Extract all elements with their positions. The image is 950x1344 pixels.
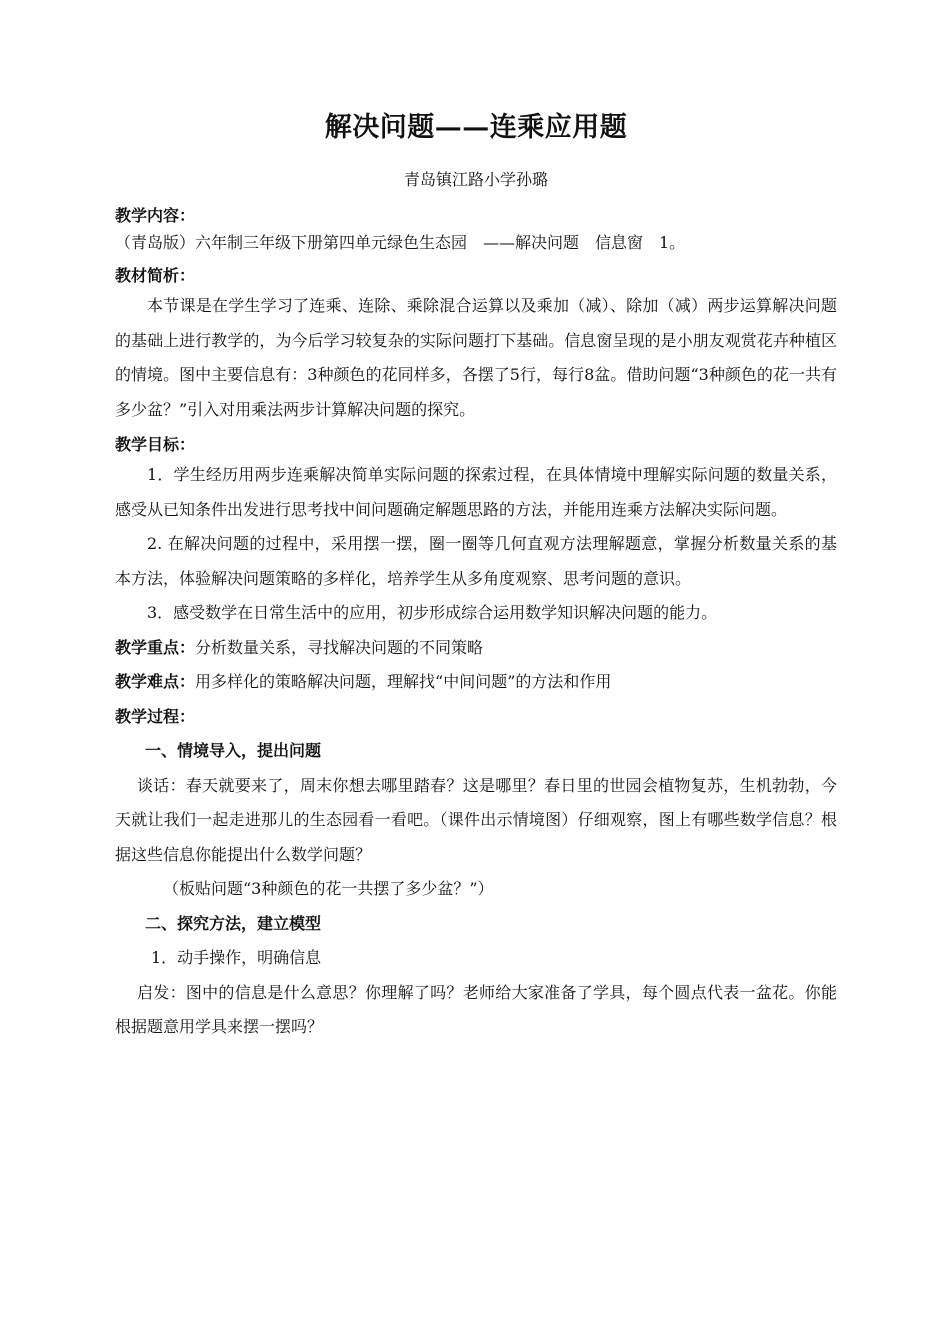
teaching-difficult-point (115, 665, 837, 700)
goal-item-2: 2. 在解决问题的过程中，采用摆一摆，圈一圈等几何直观方法理解题意，掌握分析数量关系的基本方法，体验解决问题策略的多样化，培养学生从多角度观察、思考问题的意识。 (115, 534, 837, 588)
textbook-analysis-text: 本节课是在学生学习了连乘、连除、乘除混合运算以及乘加（减）、除加（减）两步运算解决问题的基础上进行教学的，为今后学习较复杂的实际问题打下基础。信息窗呈现的是小朋友观赏花卉种植区的情境。图中主要信息有：3种颜色的花同样多，各摆了5行，每行8盆。借助问题“3种颜色的花一共有多少盆？”引入对用乘法两步计算解决问题的探究。 (115, 296, 837, 419)
teaching-difficult-label: 教学难点： (115, 672, 196, 691)
teaching-content-text: （青岛版）六年制三年级下册第四单元绿色生态园 ——解决问题 信息窗 1。 (115, 233, 686, 252)
goal-item-1: 1．学生经历用两步连乘解决简单实际问题的探索过程，在具体情境中理解实际问题的数量关系，感受从已知条件出发进行思考找中间问题确定解题思路的方法，并能用连乘方法解决实际问题。 (115, 465, 837, 519)
section-2-prompt: 启发：图中的信息是什么意思？你理解了吗？老师给大家准备了学具，每个圆点代表一盆花。你能根据题意用学具来摆一摆吗？ (115, 982, 837, 1036)
document-body (115, 108, 837, 1045)
document-author: 青岛镇江路小学孙璐 (403, 170, 548, 189)
section-2-step-1: 1．动手操作，明确信息 (151, 948, 322, 967)
teaching-key-point (115, 631, 837, 666)
document-title: 解决问题——连乘应用题 (324, 112, 628, 143)
section-2-title: 二、探究方法，建立模型 (145, 913, 322, 933)
textbook-analysis-heading: 教材简析： (115, 266, 196, 285)
teaching-process-heading: 教学过程： (115, 706, 196, 726)
section-1-talk: 谈话：春天就要来了，周末你想去哪里踏春？这是哪里？春日里的世园会植物复苏，生机勃勃，今天就让我们一起走进那儿的生态园看一看吧。（课件出示情境图）仔细观察，图上有哪些数学信息？根据这些信息你能提出什么数学问题？ (115, 775, 837, 864)
teaching-key-label: 教学重点： (115, 637, 196, 657)
teaching-goals-heading: 教学目标： (115, 435, 196, 454)
section-1-board-note: （板贴问题“3种颜色的花一共摆了多少盆？”） (163, 879, 494, 898)
teaching-difficult-text: 用多样化的策略解决问题，理解找“中间问题”的方法和作用 (195, 672, 612, 691)
teaching-key-text: 分析数量关系，寻找解决问题的不同策略 (195, 637, 484, 657)
teaching-content-heading: 教学内容： (115, 206, 196, 225)
section-1-title: 一、情境导入，提出问题 (145, 741, 322, 760)
goal-item-3: 3．感受数学在日常生活中的应用，初步形成综合运用数学知识解决问题的能力。 (147, 603, 718, 622)
